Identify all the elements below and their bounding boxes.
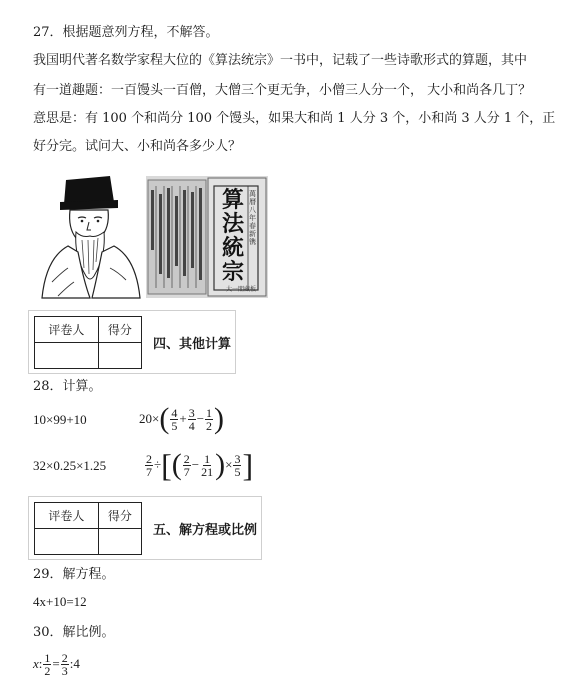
book-title-char-4: 宗 <box>221 259 244 285</box>
q28-expr2-fraction-1: $\frac{4}{5}$ <box>171 405 178 433</box>
q27-line-1: 我国明代著名数学家程大位的《算法统宗》一书中，记载了一些诗歌形式的算题，其中 <box>33 53 528 68</box>
score-table-1-score-header: 得分 <box>98 317 141 343</box>
q29-equation: 4x+10=12 <box>33 594 87 609</box>
q30-tail: :4 <box>69 656 80 671</box>
score-table-2-score-cell[interactable] <box>98 529 141 555</box>
score-table-2-score-header: 得分 <box>98 503 141 529</box>
q28-expr4-fraction-2: $\frac{2}{7}$ <box>183 451 190 479</box>
score-table-2 <box>34 502 142 555</box>
q30-proportion <box>33 648 80 680</box>
q30-equals: = <box>52 656 60 671</box>
book-title-char-1: 算 <box>221 187 244 213</box>
q28-expr2-right-paren: ) <box>214 402 225 435</box>
score-table-2-reviewer-header: 评卷人 <box>35 503 99 529</box>
q28-expr4-left-bracket: [ <box>161 447 172 483</box>
q28-expr4-right-paren: ) <box>215 448 226 481</box>
q27-line-4: 好分完。试问大、小和尚各多少人？ <box>33 139 242 154</box>
q30-fraction-2: $\frac{2}{3}$ <box>61 650 68 678</box>
q27-heading: 27．根据题意列方程，不解答。 <box>33 25 219 40</box>
q27-line-2: 有一道趣题：一百馒头一百僧，大僧三个更无争，小僧三人分一个， 大小和尚各几丁？ <box>33 83 532 98</box>
q28-expr4-fraction-1: $\frac{2}{7}$ <box>146 451 152 479</box>
q28-expr2-left-paren: ( <box>159 402 170 435</box>
q27-line-3: 意思是：有 100 个和尚分 100 个馒头，如果大和尚 1 人分 3 个，小和尚 3 人分 1 个，正 <box>33 111 556 126</box>
q30-heading: 30．解比例。 <box>33 625 115 640</box>
score-table-1 <box>34 316 142 369</box>
score-table-1-reviewer-cell[interactable] <box>35 343 99 369</box>
q30-fraction-1: $\frac{1}{2}$ <box>44 650 51 678</box>
q28-expr2-fraction-2: $\frac{3}{4}$ <box>188 405 195 433</box>
suanfa-tongzong-book-illustration <box>146 176 268 298</box>
q28-heading: 28．计算。 <box>33 379 102 394</box>
book-top-small-text: 萬曆八年春新镌 <box>249 190 256 246</box>
q28-expression-3: 32×0.25×1.25 <box>33 458 107 473</box>
q28-expr4-fraction-4: $\frac{3}{5}$ <box>234 451 241 479</box>
book-title-char-3: 統 <box>221 235 244 261</box>
q28-expr4-times: × <box>225 457 233 472</box>
q28-expr2-minus: − <box>196 411 205 426</box>
q29-heading: 29．解方程。 <box>33 567 115 582</box>
q28-expr4-divide: ÷ <box>154 457 162 472</box>
book-bottom-small-text: 大一閣藏板 <box>226 286 257 293</box>
q30-x-variable: x <box>33 656 39 671</box>
q28-expr2-prefix: 20× <box>139 411 160 426</box>
score-table-1-score-cell[interactable] <box>98 343 141 369</box>
score-table-1-reviewer-header: 评卷人 <box>35 317 99 343</box>
book-title-char-2: 法 <box>221 211 244 237</box>
q28-expr4-left-paren: ( <box>171 448 182 481</box>
section-title-5: 五、解方程或比例 <box>153 523 258 538</box>
q28-expression-2 <box>139 401 224 437</box>
q28-expr4-minus: − <box>191 457 200 472</box>
q28-expr4-right-bracket: ] <box>242 447 254 483</box>
score-section-5 <box>28 496 262 560</box>
q28-expr4-fraction-3: $\frac{1}{21}$ <box>201 451 214 479</box>
cheng-dawei-portrait-illustration <box>38 172 144 300</box>
q28-expression-4 <box>144 447 253 483</box>
score-table-2-reviewer-cell[interactable] <box>35 529 99 555</box>
q28-expr2-fraction-3: $\frac{1}{2}$ <box>206 405 213 433</box>
q30-colon: : <box>38 656 43 671</box>
q28-expression-1: 10×99+10 <box>33 412 87 427</box>
section-title-4: 四、其他计算 <box>153 337 232 352</box>
score-section-4 <box>28 310 236 374</box>
q28-expr2-plus: + <box>179 411 187 426</box>
